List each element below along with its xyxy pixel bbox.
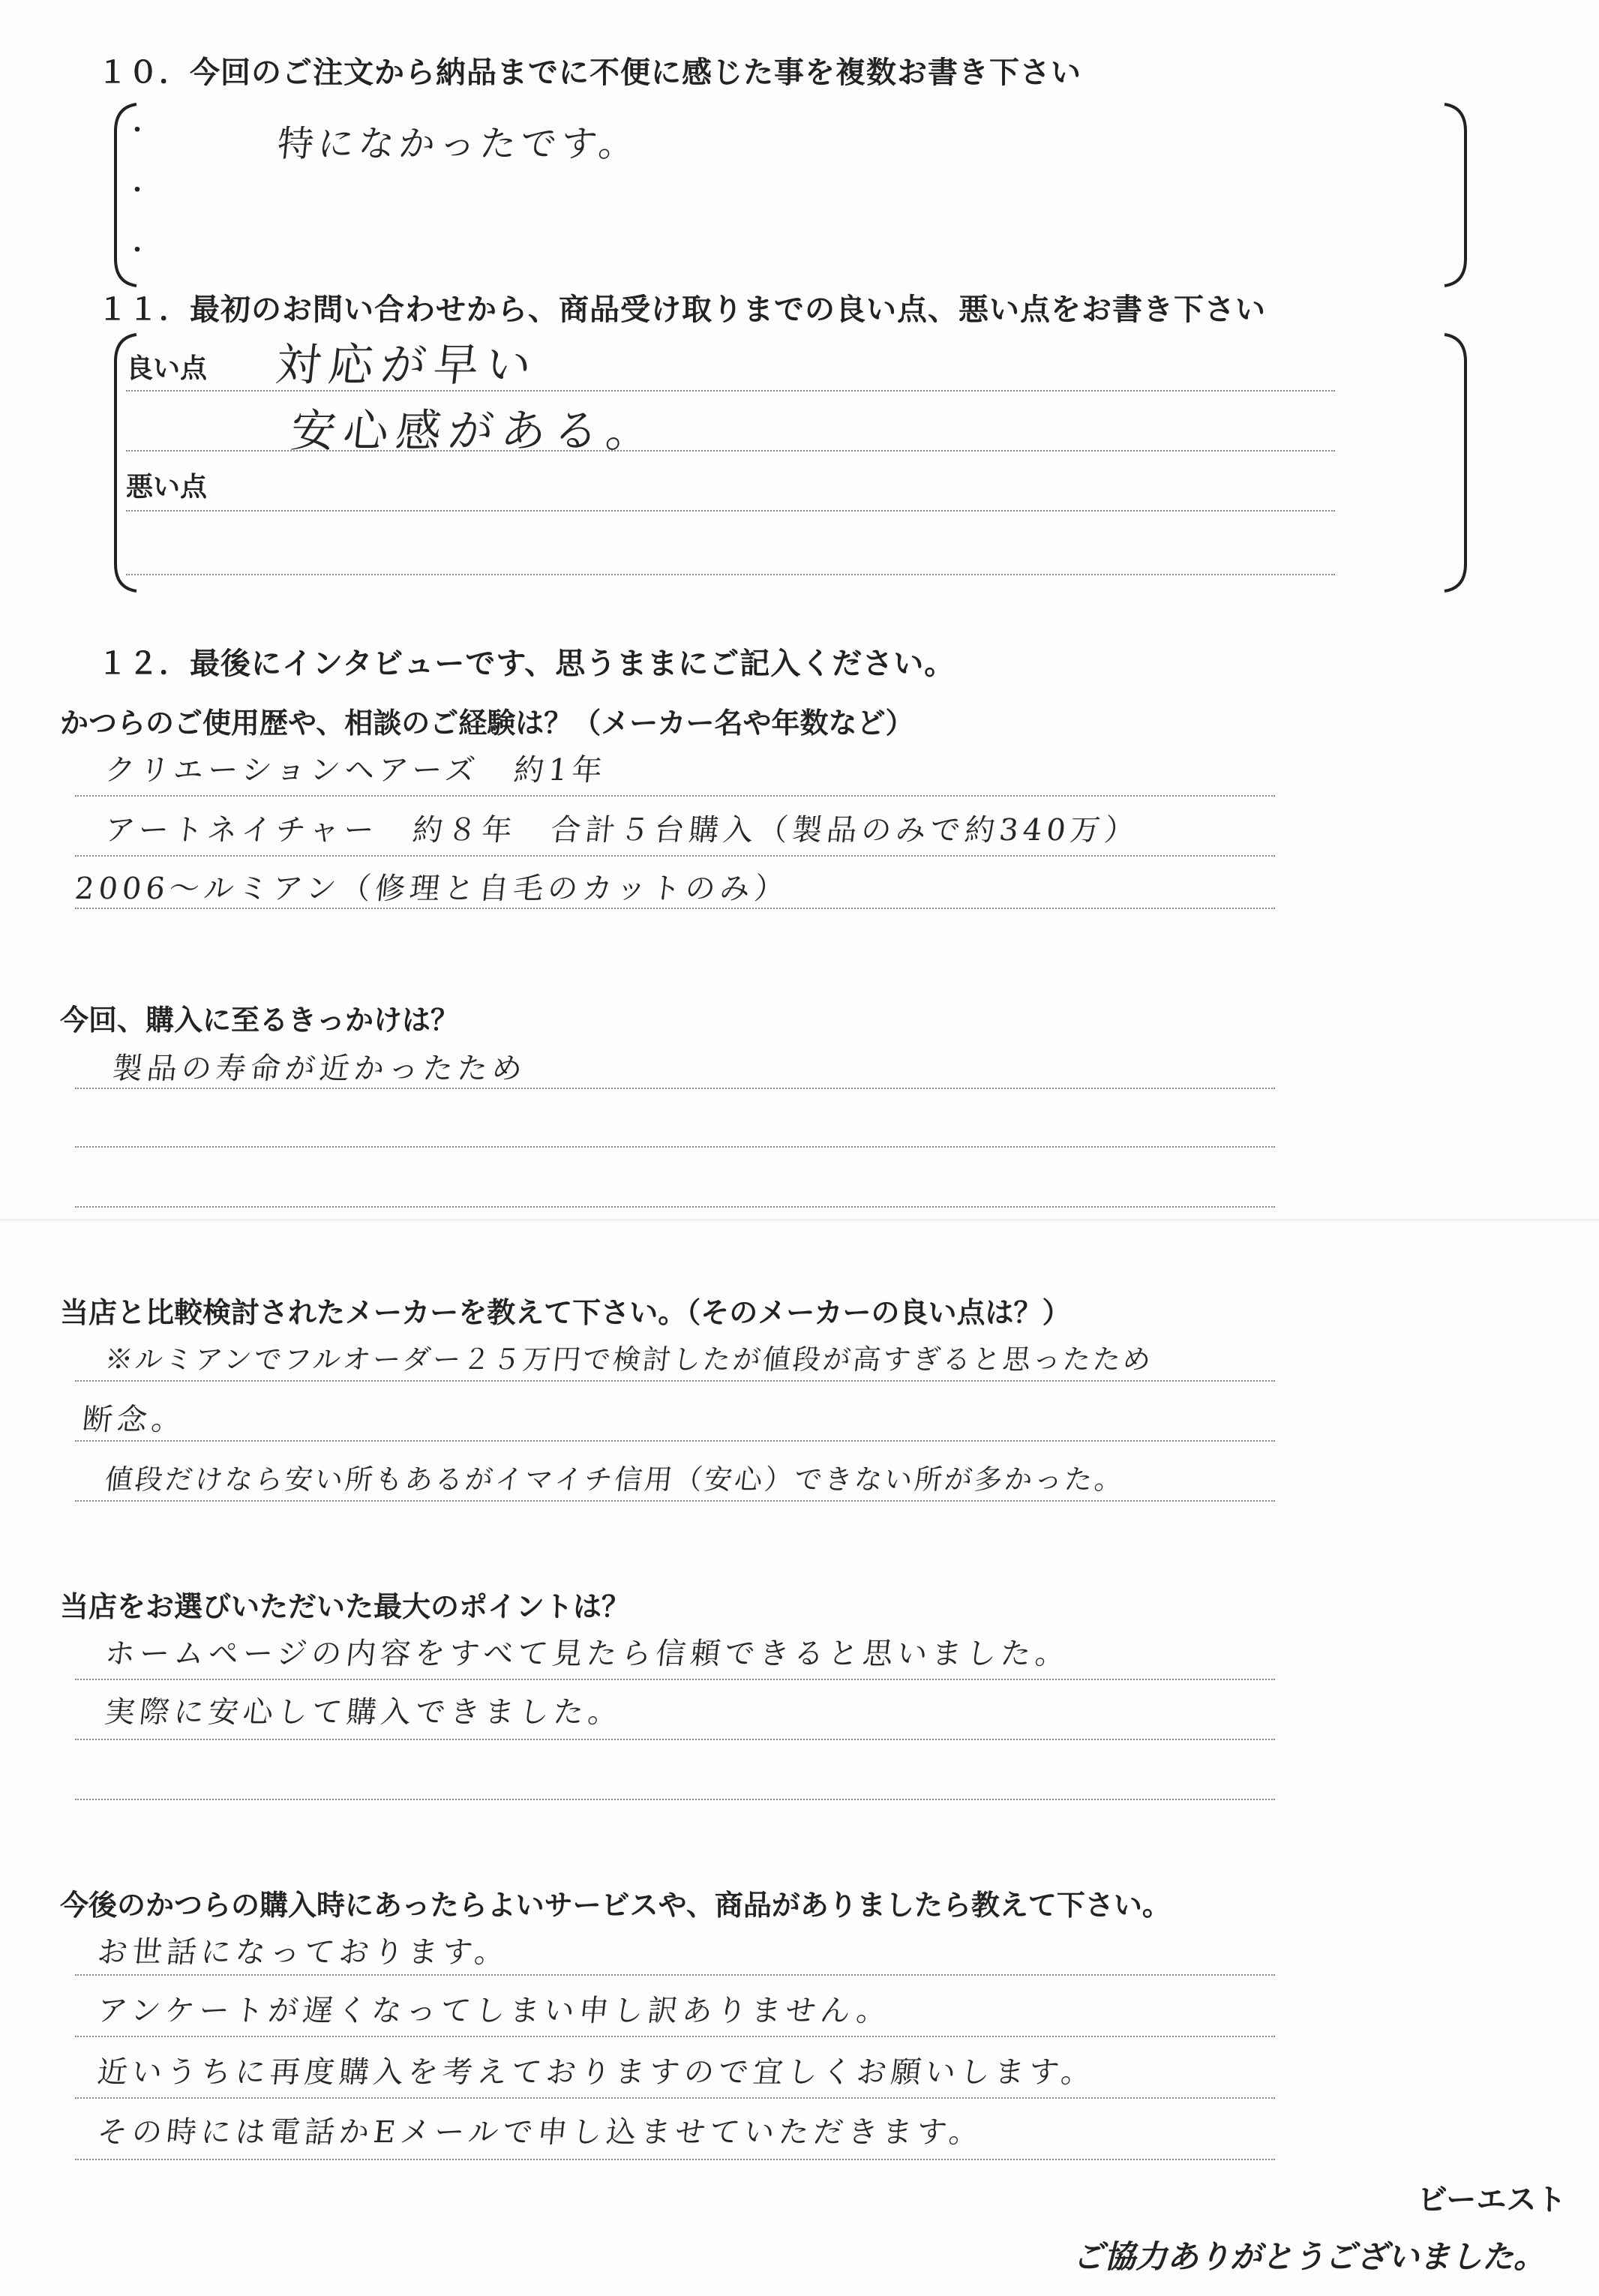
- usage-history-answer: クリエーションヘアーズ 約1年: [103, 753, 609, 788]
- q10-answer: 特になかったです。: [275, 123, 642, 165]
- answer-line: [75, 1679, 1275, 1680]
- answer-line: [75, 2097, 1275, 2099]
- bad-points-label: 悪い点: [126, 472, 208, 503]
- thank-you-message: ご協力ありがとうございました。: [1072, 2238, 1546, 2275]
- answer-line: [126, 510, 1335, 512]
- answer-line: [75, 1739, 1275, 1740]
- answer-line: [126, 390, 1335, 392]
- brand-name: ビーエスト: [1418, 2183, 1567, 2217]
- compared-maker-answer: 断念。: [80, 1403, 188, 1437]
- usage-history-answer: 2006～ルミアン（修理と自毛のカットのみ）: [73, 872, 791, 906]
- q10-right-bracket: [1440, 101, 1470, 289]
- answer-line: [75, 795, 1275, 797]
- service-request-answer: 近いうちに再度購入を考えておりますので宜しくお願いします。: [95, 2055, 1098, 2090]
- good-point-answer: 対応が早い: [273, 339, 542, 392]
- answer-line: [75, 2159, 1275, 2160]
- q10-bullet: ・: [126, 178, 148, 204]
- q12-title: １２．最後にインタビューです、思うままにご記入ください。: [98, 647, 956, 681]
- answer-line: [75, 1799, 1275, 1800]
- compared-maker-answer: ※ルミアンでフルオーダー２５万円で検討したが値段が高すぎると思ったため: [103, 1343, 1155, 1376]
- good-point-answer: 安心感がある。: [288, 405, 662, 458]
- choice-reason-question: 当店をお選びいただいた最大のポイントは？: [60, 1590, 631, 1623]
- answer-line: [75, 908, 1275, 909]
- purchase-trigger-answer: 製品の寿命が近かったため: [110, 1052, 529, 1086]
- usage-history-question: かつらのご使用歴や、相談のご経験は？（メーカー名や年数など）: [60, 707, 914, 740]
- choice-reason-answer: 実際に安心して購入できました。: [103, 1695, 625, 1730]
- answer-line: [75, 1500, 1275, 1502]
- choice-reason-answer: ホームページの内容をすべて見たら信頼できると思いました。: [103, 1637, 1072, 1671]
- answer-line: [75, 1146, 1275, 1148]
- purchase-trigger-question: 今回、購入に至るきっかけは？: [60, 1004, 460, 1037]
- answer-line: [126, 450, 1335, 452]
- answer-line: [75, 1440, 1275, 1442]
- compared-maker-answer: 値段だけなら安い所もあるがイマイチ信用（安心）できない所が多かった。: [103, 1463, 1126, 1496]
- paper-fold: [0, 1219, 1599, 1221]
- answer-line: [75, 855, 1275, 857]
- compared-maker-question: 当店と比較検討されたメーカーを教えて下さい。（そのメーカーの良い点は？）: [60, 1296, 1071, 1329]
- answer-line: [126, 574, 1335, 575]
- service-request-answer: その時には電話かEメールで申し込ませていただきます。: [95, 2115, 986, 2150]
- service-request-answer: アンケートが遅くなってしまい申し訳ありません。: [95, 1994, 893, 2028]
- answer-line: [75, 1974, 1275, 1976]
- q10-bullet: ・: [126, 238, 148, 264]
- answer-line: [75, 1088, 1275, 1089]
- q11-title: １１．最初のお問い合わせから、商品受け取りまでの良い点、悪い点をお書き下さい: [98, 293, 1266, 327]
- answer-line: [75, 2036, 1275, 2037]
- service-request-question: 今後のかつらの購入時にあったらよいサービスや、商品がありましたら教えて下さい。: [60, 1889, 1171, 1922]
- q10-title: １０．今回のご注文から納品までに不便に感じた事を複数お書き下さい: [98, 56, 1082, 90]
- q10-bullet: ・: [126, 118, 148, 144]
- service-request-answer: お世話になっております。: [95, 1935, 512, 1970]
- usage-history-answer: アートネイチャー 約８年 合計５台購入（製品のみで約340万）: [103, 813, 1142, 848]
- good-points-label: 良い点: [126, 353, 208, 384]
- answer-line: [75, 1206, 1275, 1208]
- answer-line: [75, 1380, 1275, 1382]
- q11-right-bracket: [1440, 332, 1470, 594]
